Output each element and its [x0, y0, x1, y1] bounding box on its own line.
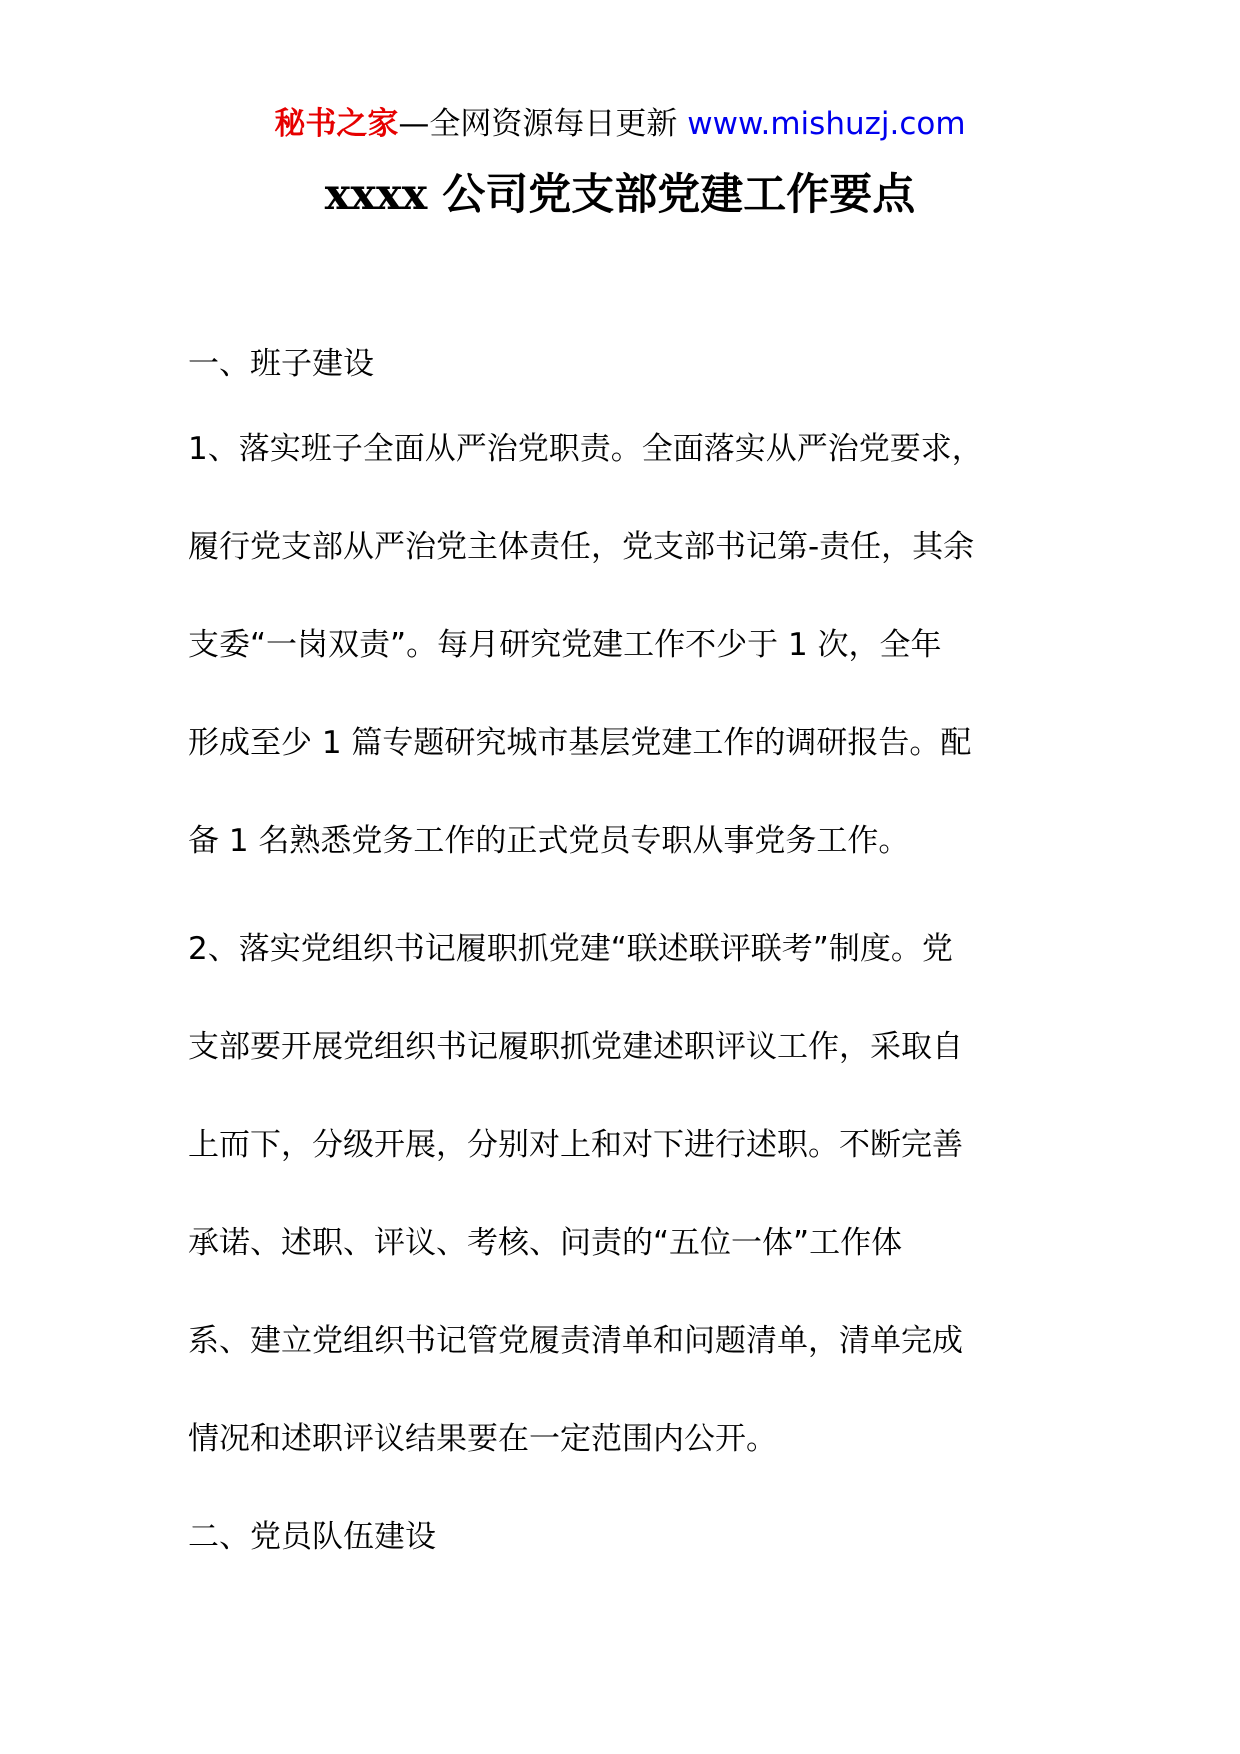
- text-line: 承诺、述职、评议、考核、问责的“五位一体”工作体: [188, 1225, 903, 1261]
- document-body: [188, 338, 1060, 1596]
- brand-name: 秘书之家: [274, 106, 399, 142]
- text-line: 系、建立党组织书记管党履责清单和问题清单，清单完成: [188, 1323, 963, 1359]
- section-heading-leadership: 一、班子建设: [188, 346, 374, 382]
- site-tagline: —全网资源每日更新: [398, 106, 678, 142]
- text-line: 备 1 名熟悉党务工作的正式党员专职从事党务工作。: [188, 823, 910, 859]
- document-title: xxxx 公司党支部党建工作要点: [324, 170, 916, 220]
- text-line: 形成至少 1 篇专题研究城市基层党建工作的调研报告。配: [188, 725, 972, 761]
- section-heading-members: 二、党员队伍建设: [188, 1519, 436, 1555]
- text-line: 2、落实党组织书记履职抓党建“联述联评联考”制度。党: [188, 931, 953, 967]
- text-line: 情况和述职评议结果要在一定范围内公开。: [188, 1421, 777, 1457]
- site-header: [0, 102, 1240, 146]
- text-line: 支委“一岗双责”。每月研究党建工作不少于 1 次，全年: [188, 627, 942, 663]
- paragraph-item-1: [188, 400, 1060, 890]
- text-line: 履行党支部从严治党主体责任，党支部书记第-责任，其余: [188, 529, 975, 565]
- text-line: 上而下，分级开展，分别对上和对下进行述职。不断完善: [188, 1127, 963, 1163]
- site-url[interactable]: www.mishuzj.com: [687, 106, 966, 142]
- text-line: 支部要开展党组织书记履职抓党建述职评议工作，采取自: [188, 1029, 963, 1065]
- text-line: 1、落实班子全面从严治党职责。全面落实从严治党要求，: [188, 431, 983, 467]
- paragraph-item-2: [188, 900, 1060, 1488]
